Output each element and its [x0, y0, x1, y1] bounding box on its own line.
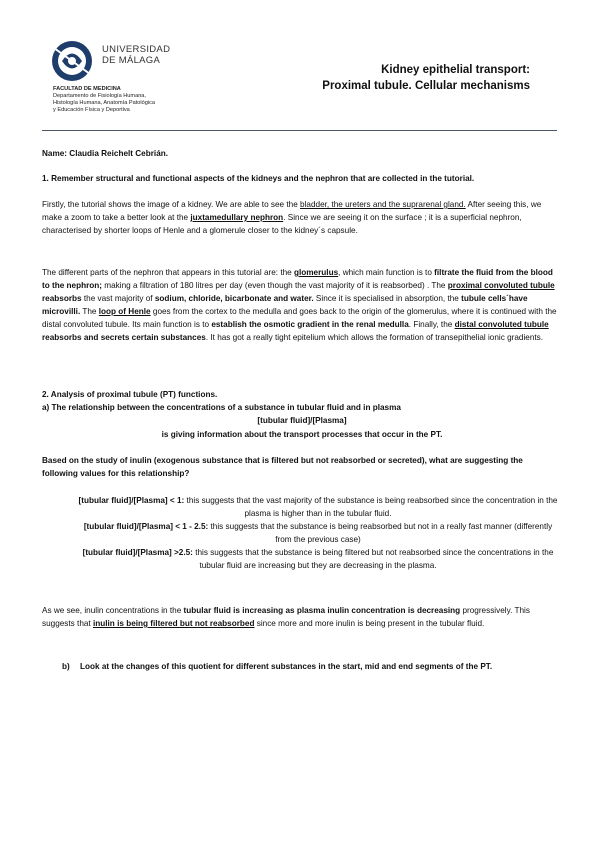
q2a-text: a) The relationship between the concentrations of a substance in tubular fluid and in plasma	[42, 403, 401, 412]
student-name: Name: Claudia Reichelt Cebrián.	[42, 149, 169, 158]
document-title: Kidney epithelial transport: Proximal tubule. Cellular mechanisms	[322, 64, 530, 92]
university-name: UNIVERSIDAD DE MÁLAGA	[102, 44, 171, 66]
ratio-label: [tubular fluid]/[Plasma]	[257, 416, 347, 425]
q2b-label: b)	[62, 662, 70, 671]
ratio-item-2: [tubular fluid]/[Plasma] < 1 - 2.5: this suggests that the substance is being reabsorbed but not in a really fast manner (differently from the previous case)	[83, 522, 553, 544]
q2-heading: 2. Analysis of proximal tubule (PT) functions.	[42, 390, 218, 399]
header-divider	[42, 130, 557, 131]
q1-paragraph-1: Firstly, the tutorial shows the image of a kidney. We are able to see the bladder, the ureters and the suprarenal gland. After seeing this, we make a zoom to take a better look at the juxtamedullary nephron. Since we are seeing it on the surface ; it is a superficial nephron, characterised by shorter loops of Henle and a glomerule closer to the kidney´s capsule.	[42, 200, 542, 235]
faculty-block: FACULTAD DE MEDICINA Departamento de Fisiología Humana, Histología Humana, Anatomía Patológica y Educación Física y Deportiva	[53, 86, 155, 113]
q1-paragraph-2: The different parts of the nephron that appears in this tutorial are: the glomerulus, which main function is to filtrate the fluid from the blood to the nephron; making a filtration of 180 litres per day (even though the vast majority of it is reabsorbed) . The proximal convoluted tubule reabsorbs the vast majority of sodium, chloride, bicarbonate and water. Since it is specialised in absorption, the tubule cells´have microvilli. The loop of Henle goes from the cortex to the medulla and goes back to the origin of the glomerulus, where it is continued with the distal convoluted tubule. Its main function is to establish the osmotic gradient in the renal medulla. Finally, the distal convoluted tubule reabsorbs and secrets certain substances. It has got a really tight epitelium which allows the formation of transepithelial ionic gradients.	[42, 268, 557, 342]
ratio-item-3: [tubular fluid]/[Plasma] >2.5: this suggests that the substance is being filtered but not reabsorbed since the concentrations in the tubular fluid are increasing but they are decreasing in the plasma.	[82, 548, 554, 570]
q2a-text-2: is giving information about the transport processes that occur in the PT.	[161, 430, 443, 439]
university-logo-icon	[48, 38, 104, 84]
q1-heading: 1. Remember structural and functional aspects of the kidneys and the nephron that are collected in the tutorial.	[42, 174, 475, 183]
ratio-item-1: [tubular fluid]/[Plasma] < 1: this suggests that the vast majority of the substance is being reabsorbed since the concentration in the plasma is higher than in the tubular fluid.	[78, 496, 558, 518]
inulin-question: Based on the study of inulin (exogenous substance that is filtered but not reabsorbed or secreted), what are suggesting the following values for this relationship?	[42, 456, 523, 478]
inulin-conclusion: As we see, inulin concentrations in the tubular fluid is increasing as plasma inulin concentration is decreasing progressively. This suggests that inulin is being filtered but not reabsorbed since more and more inulin is being present in the tubular fluid.	[42, 606, 530, 628]
q2b-text: Look at the changes of this quotient for different substances in the start, mid and end segments of the PT.	[80, 662, 493, 671]
